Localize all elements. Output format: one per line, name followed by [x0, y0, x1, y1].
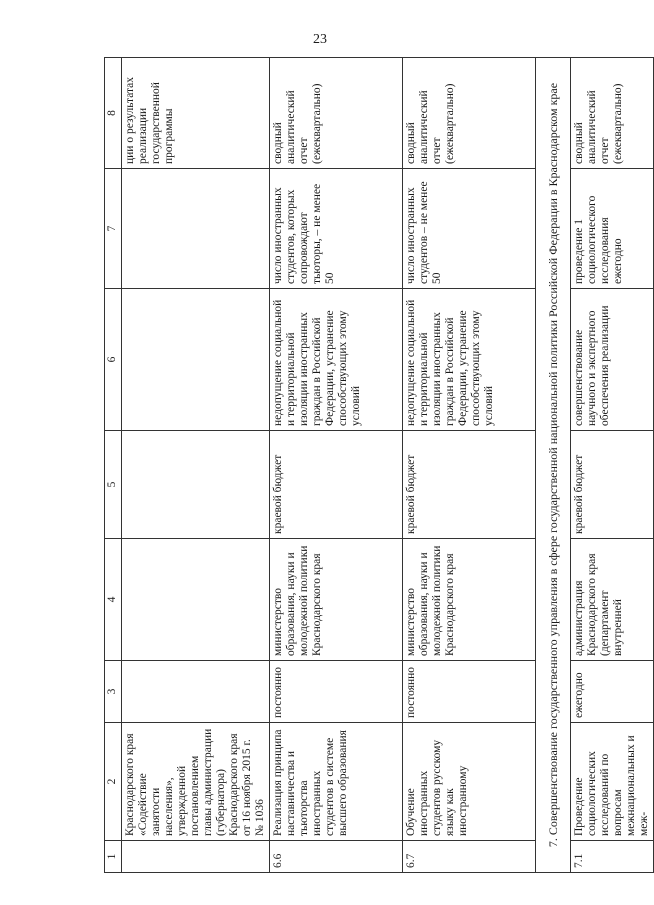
term-cell: постоянно — [270, 661, 403, 723]
table-row — [270, 58, 403, 873]
measure-cell: Реализация принципа наставничества и тьюторства иностранных студентов в системе высшего образования — [270, 723, 403, 841]
row-number: 7.1 — [571, 841, 654, 873]
table-row — [571, 58, 654, 873]
term-cell: постоянно — [403, 661, 536, 723]
indicator-cell: проведение 1 социологического исследования ежегодно — [571, 169, 654, 289]
table-row — [122, 58, 270, 873]
source-cell: краевой бюджет — [270, 431, 403, 539]
header-cell: 1 — [105, 841, 122, 873]
header-cell: 3 — [105, 661, 122, 723]
term-cell: ежегодно — [571, 661, 654, 723]
measures-table — [104, 57, 654, 873]
measure-cell: Проведение социологических исследований по вопросам межнациональных и меж- — [571, 723, 654, 841]
table-header-row — [105, 58, 122, 873]
report-cell: сводный аналитический отчет (ежеквартально) — [571, 58, 654, 169]
header-cell: 2 — [105, 723, 122, 841]
rotated-table-container — [104, 58, 650, 873]
header-cell: 8 — [105, 58, 122, 169]
problem-cell: совершенствование научного и экспертного обеспечения реализации — [571, 289, 654, 431]
section-heading-row — [536, 58, 571, 873]
table-row — [403, 58, 536, 873]
executor-cell: министерство образования, науки и молодежной политики Краснодарского края — [403, 539, 536, 661]
row-number — [122, 841, 270, 873]
problem-cell — [122, 289, 270, 431]
measure-cell: Краснодарского края «Содействие занятости населения», утвержденной постановлением главы администрации (губернатора) Краснодарского края от 16 ноября 2015 г. № 1036 — [122, 723, 270, 841]
rotated-table-area — [104, 58, 650, 873]
page-number: 23 — [313, 32, 327, 47]
measure-cell: Обучение иностранных студентов русскому языку как иностранному — [403, 723, 536, 841]
header-cell: 7 — [105, 169, 122, 289]
header-cell: 4 — [105, 539, 122, 661]
header-cell: 6 — [105, 289, 122, 431]
executor-cell: министерство образования, науки и молодежной политики Краснодарского края — [270, 539, 403, 661]
section-title: 7. Совершенствование государственного управления в сфере государственной национальной политики Российской Федерации в Краснодарском крае — [536, 58, 571, 873]
report-cell: сводный аналитический отчет (ежеквартально) — [270, 58, 403, 169]
indicator-cell: число иностранных студентов, которых сопровождают тьюторы, – не менее 50 — [270, 169, 403, 289]
indicator-cell: число иностранных студентов – не менее 50 — [403, 169, 536, 289]
header-cell: 5 — [105, 431, 122, 539]
row-number: 6.6 — [270, 841, 403, 873]
executor-cell — [122, 539, 270, 661]
source-cell — [122, 431, 270, 539]
row-number: 6.7 — [403, 841, 536, 873]
executor-cell: администрация Краснодарского края (департамент внутренней — [571, 539, 654, 661]
source-cell: краевой бюджет — [403, 431, 536, 539]
report-cell: сводный аналитический отчет (ежеквартально) — [403, 58, 536, 169]
report-cell: ции о результатах реализации государственной программы — [122, 58, 270, 169]
term-cell — [122, 661, 270, 723]
indicator-cell — [122, 169, 270, 289]
problem-cell: недопущение социальной и территориальной изоляции иностранных граждан в Российской Федерации, устранение способствующих этому условий — [270, 289, 403, 431]
problem-cell: недопущение социальной и территориальной изоляции иностранных граждан в Российской Федерации, устранение способствующих этому условий — [403, 289, 536, 431]
source-cell: краевой бюджет — [571, 431, 654, 539]
